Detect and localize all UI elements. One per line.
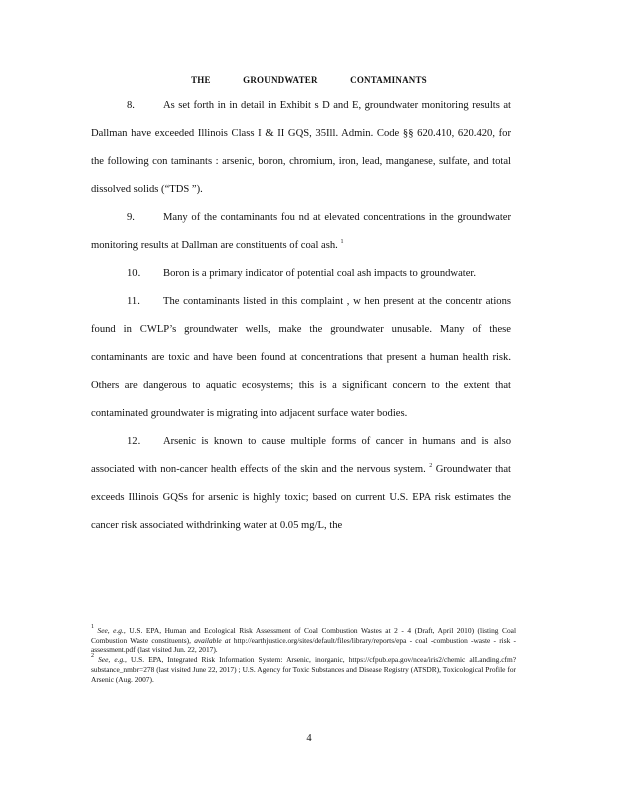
paragraph-10 bbox=[91, 260, 511, 288]
paragraph-number: 12. bbox=[127, 436, 141, 447]
footnote-1 bbox=[91, 626, 516, 655]
footnotes bbox=[91, 626, 516, 684]
footnote-reference: 2 bbox=[429, 463, 433, 469]
paragraph-text: The contaminants listed in this complaint , w hen present at the concentr ations found in CWLP’s groundwater wells, make the groundwater unusable. Many of these contaminants are toxic and have been found at concentrations that present a human health risk. Others are dangerous to aquatic ecosystems; this is a significant concern to the extent that contaminated groundwater is migrating into adjacent surface water bodies. bbox=[91, 296, 511, 419]
paragraph-text: Boron is a primary indicator of potential coal ash impacts to groundwater. bbox=[163, 268, 477, 279]
citation-signal: See, e.g. bbox=[97, 626, 124, 635]
footnote-reference: 1 bbox=[340, 239, 344, 245]
paragraph-text-continued: Groundwater that exceeds Illinois GQSs for arsenic is highly toxic; based on current U.S. EPA risk estimates the cancer risk associated withdrinking water at 0.05 mg/L, the bbox=[91, 464, 511, 531]
footnote-text: , U.S. EPA, Integrated Risk Information System: Arsenic, inorganic, https://cfpub.epa.gov/ncea/iris2/chemic alLanding.cfm?substance_nmbr=278 (last visited June 22, 2017) ; U.S. Agency for Toxic Substances and Disease Registry (ATSDR), Toxicological Profile for Arsenic (Aug. 2007). bbox=[91, 655, 516, 684]
body-text bbox=[91, 92, 511, 540]
available-at: available at bbox=[194, 635, 231, 645]
paragraph-text: Many of the contaminants fou nd at elevated concentrations in the groundwater monitoring results at Dallman are constituents of coal ash. bbox=[91, 212, 511, 251]
footnote-marker: 2 bbox=[91, 653, 94, 660]
paragraph-text: As set forth in in detail in Exhibit s D and E, groundwater monitoring results at Dallman have exceeded Illinois Class I & II GQS, 35Ill. Admin. Code §§ 620.410, 620.420, for the following con taminants : arsenic, boron, chromium, iron, lead, manganese, sulfate, and total dissolved solids (“TDS ”). bbox=[91, 100, 511, 195]
section-heading: THE GROUNDWATER CONTAMINANTS bbox=[191, 75, 427, 85]
paragraph-12 bbox=[91, 428, 511, 540]
citation-signal: See, e.g. bbox=[98, 655, 125, 665]
paragraph-number: 9. bbox=[127, 212, 135, 223]
paragraph-number: 8. bbox=[127, 100, 135, 111]
paragraph-9 bbox=[91, 204, 511, 260]
paragraph-number: 10. bbox=[127, 268, 141, 279]
paragraph-number: 11. bbox=[127, 296, 140, 307]
footnote-text: , U.S. EPA, Human and Ecological Risk Assessment of Coal Combustion Wastes at 2 - 4 (Draft, April 2010) (listing Coal Combustion Waste constituents), bbox=[91, 626, 516, 645]
paragraph-8 bbox=[91, 92, 511, 204]
footnote-2 bbox=[91, 655, 516, 684]
paragraph-text: Arsenic is known to cause multiple forms of cancer in humans and is also associated with non-cancer health effects of the skin and the nervous system. bbox=[91, 436, 511, 475]
footnote-link-text: http://earthjustice.org/sites/default/files/library/reports/epa - coal -combustion -waste - risk -assessment.pdf (last visited Jun. 22, 2017). bbox=[91, 635, 516, 655]
page-number: 4 bbox=[306, 733, 312, 744]
paragraph-11 bbox=[91, 288, 511, 428]
footnote-marker: 1 bbox=[91, 624, 94, 630]
